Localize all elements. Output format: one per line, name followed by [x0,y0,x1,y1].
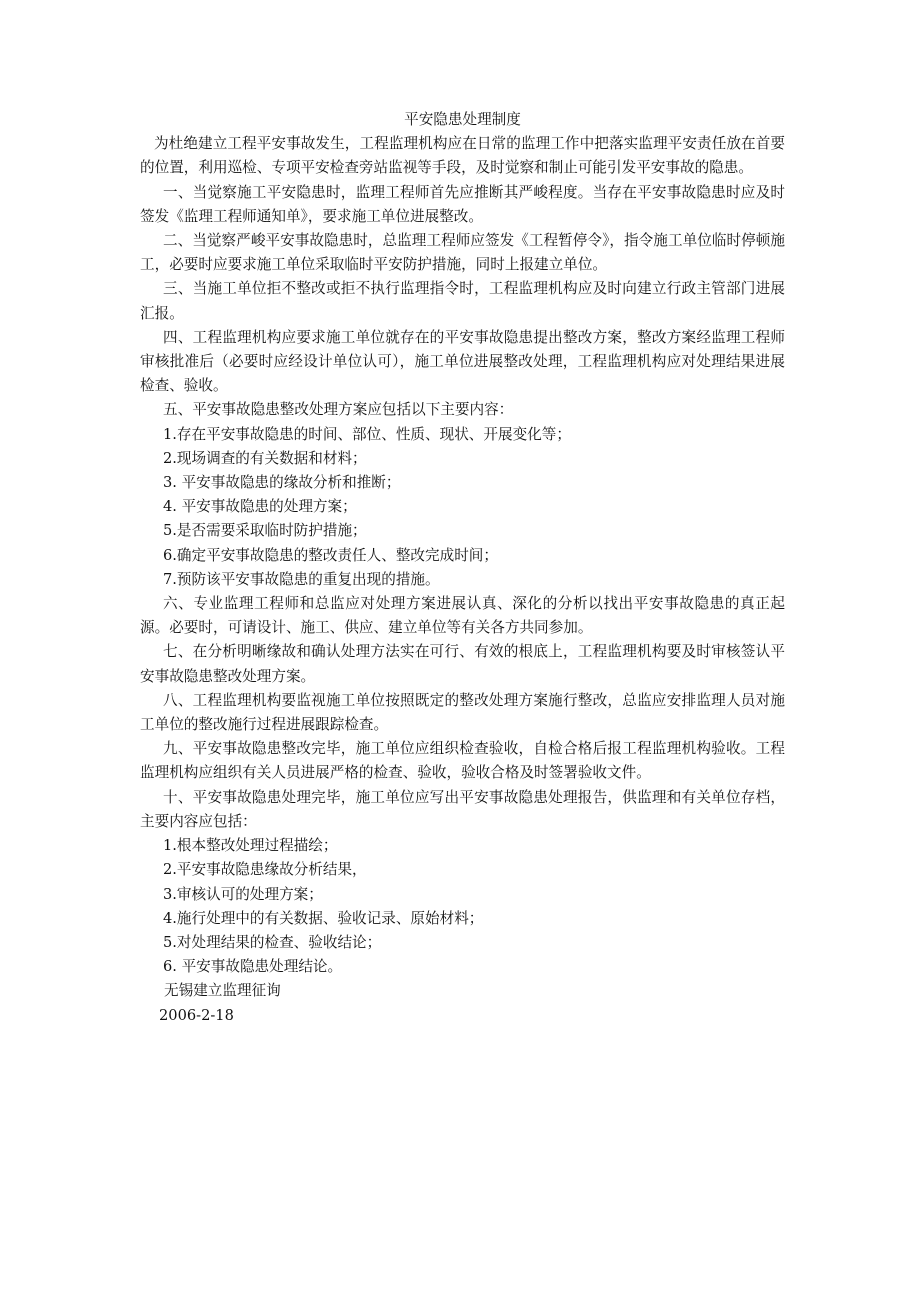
section-10: 十、平安事故隐患处理完毕，施工单位应写出平安事故隐患处理报告，供监理和有关单位存档，主要内容应包括： [140,788,785,830]
section-7: 七、在分析明晰缘故和确认处理方法实在可行、有效的根底上，工程监理机构要及时审核签认平安事故隐患整改处理方案。 [140,643,785,685]
document-title: 平安隐患处理制度 [404,111,521,128]
section-9: 九、平安事故隐患整改完毕，施工单位应组织检查验收，自检合格后报工程监理机构验收。工程监理机构应组织有关人员进展严格的检查、验收，验收合格及时签署验收文件。 [140,740,785,782]
section-8: 八、工程监理机构要监视施工单位按照既定的整改处理方案施行整改，总监应安排监理人员对施工单位的整改施行过程进展跟踪检查。 [140,691,785,734]
list-two-item-2: 2.平安事故隐患缘故分析结果， [163,861,367,879]
list-one-item-5: 5.是否需要采取临时防护措施； [163,522,367,540]
section-4: 四、工程监理机构应要求施工单位就存在的平安事故隐患提出整改方案，整改方案经监理工程师审核批准后（必要时应经设计单位认可），施工单位进展整改处理，工程监理机构应对处理结果进展检查、验收。 [140,328,785,395]
list-two-item-3: 3.审核认可的处理方案； [163,885,323,903]
document-date: 2006-2-18 [159,1006,234,1024]
list-one-item-3: 3. 平安事故隐患的缘故分析和推断； [163,474,401,492]
list-two-item-6: 6. 平安事故隐患处理结论。 [163,958,343,976]
list-one-item-4: 4. 平安事故隐患的处理方案； [163,498,357,516]
list-one-item-1: 1.存在平安事故隐患的时间、部位、性质、现状、开展变化等； [163,425,571,443]
section-6: 六、专业监理工程师和总监应对处理方案进展认真、深化的分析以找出平安事故隐患的真正起源。必要时，可请设计、施工、供应、建立单位等有关各方共同参加。 [140,595,785,637]
list-two-item-1: 1.根本整改处理过程描绘； [163,837,338,855]
list-one-item-6: 6.确定平安事故隐患的整改责任人、整改完成时间； [163,546,498,564]
section-2: 二、当觉察严峻平安事故隐患时，总监理工程师应签发《工程暂停令》，指令施工单位临时停顿施工，必要时应要求施工单位采取临时平安防护措施，同时上报建立单位。 [140,232,785,274]
list-one-item-2: 2.现场调查的有关数据和材料； [163,449,367,467]
list-two-item-4: 4.施行处理中的有关数据、验收记录、原始材料； [163,909,484,927]
section-5: 五、平安事故隐患整改处理方案应包括以下主要内容： [163,401,514,419]
section-1: 一、当觉察施工平安隐患时，监理工程师首先应推断其严峻程度。当存在平安事故隐患时应及时签发《监理工程师通知单》，要求施工单位进展整改。 [140,183,785,225]
list-two-item-5: 5.对处理结果的检查、验收结论； [163,933,382,951]
intro-paragraph: 为杜绝建立工程平安事故发生，工程监理机构应在日常的监理工作中把落实监理平安责任放在首要的位置，利用巡检、专项平安检查旁站监视等手段，及时觉察和制止可能引发平安事故的隐患。 [140,135,785,177]
list-one-item-7: 7.预防该平安事故隐患的重复出现的措施。 [163,570,440,588]
section-3: 三、当施工单位拒不整改或拒不执行监理指令时，工程监理机构应及时向建立行政主管部门进展汇报。 [140,280,785,322]
signature: 无锡建立监理征询 [164,982,281,1000]
document-body [140,108,785,1028]
